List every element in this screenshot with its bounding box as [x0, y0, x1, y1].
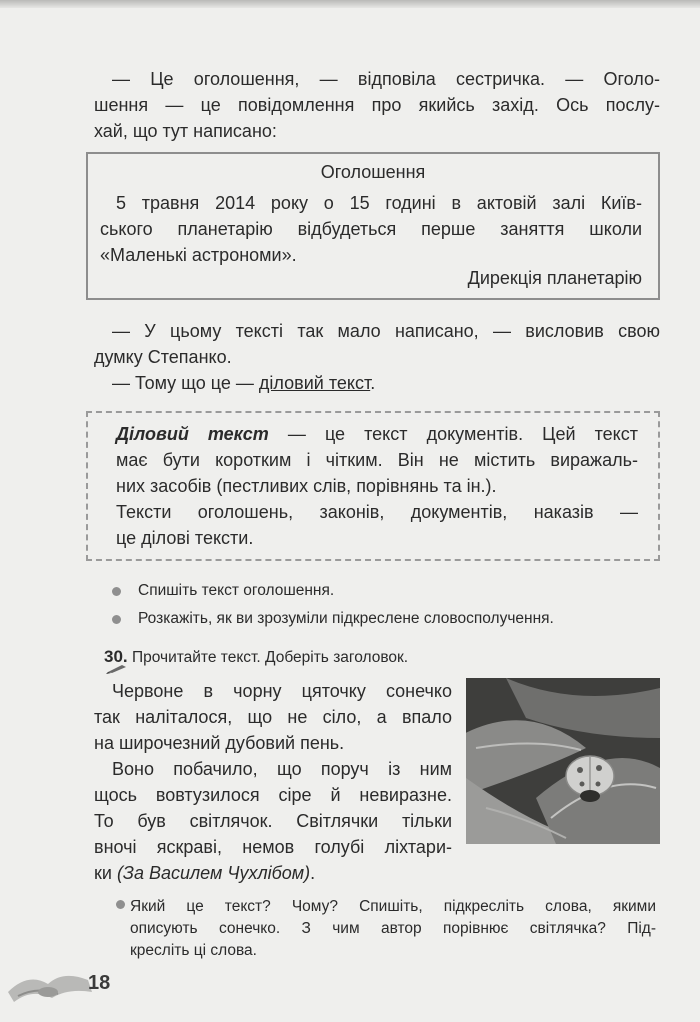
exercise-heading: [104, 646, 408, 669]
announcement-box: [86, 152, 660, 300]
dialogue-top-line: — Це оголошення, — відповіла сестричка. — Оголо-: [112, 69, 660, 89]
story-line: вночі яскраві, немов голубі ліхтари-: [94, 837, 452, 857]
definition-line: [116, 421, 638, 447]
story-paragraph-1: [94, 678, 452, 756]
bullet-dot-icon: [112, 587, 121, 596]
bullet-dot-icon: [116, 900, 125, 909]
story-line-text: ки: [94, 863, 117, 883]
question-block: [130, 896, 656, 962]
announcement-signature: Дирекція планетарію: [467, 268, 642, 288]
ladybug-leaf-image: [466, 678, 660, 844]
bullet-item: [112, 580, 334, 602]
story-line: так наліталося, що не сіло, а впало: [94, 707, 452, 727]
page-top-edge: [0, 0, 700, 8]
story-line: Червоне в чорну цяточку сонечко: [112, 681, 452, 701]
bullet-dot-icon: [112, 615, 121, 624]
announcement-line: ського планетарію відбудеться перше заняття школи: [100, 219, 642, 239]
ladybug-photo: [466, 678, 660, 844]
story-line: Воно побачило, що поруч із ним: [112, 759, 452, 779]
story-line: щось вовтузилося сіре й невиразне.: [94, 785, 452, 805]
dialogue-top-line: шення — це повідомлення про якийсь захід. Ось послу-: [94, 95, 660, 115]
definition-text: [116, 421, 638, 551]
corner-decoration-icon: [8, 962, 92, 1006]
definition-line: Тексти оголошень, законів, документів, наказів —: [116, 502, 638, 522]
definition-line: них засобів (пестливих слів, порівнянь та ін.).: [116, 476, 497, 496]
story-line: [94, 860, 452, 886]
dialogue-top: [94, 66, 660, 144]
exercise-instruction: Прочитайте текст. Доберіть заголовок.: [131, 649, 409, 666]
bullet-item: [112, 608, 554, 630]
exercise-number: 30.: [104, 647, 128, 666]
question-line: Який це текст? Чому? Спишіть, підкресліть слова, якими: [130, 898, 656, 915]
story-line: на широчезний дубовий пень.: [94, 733, 345, 753]
bullet-text: Спишіть текст оголошення.: [138, 582, 335, 599]
question-line: описують сонечко. З чим автор порівнює світлячка? Під-: [130, 920, 656, 937]
story-line: То був світлячок. Світлячки тільки: [94, 811, 452, 831]
dialogue-mid-line: — У цьому тексті так мало написано, — висловив свою: [112, 321, 660, 341]
story-line-end: .: [310, 863, 316, 883]
definition-term: Діловий текст: [116, 424, 269, 444]
dialogue-top-line: хай, що тут написано:: [94, 121, 277, 141]
question-line: кресліть ці слова.: [130, 942, 257, 959]
dialogue-mid-line: думку Степанко.: [94, 347, 232, 367]
definition-line-rest: — це текст документів. Цей текст: [268, 424, 638, 444]
page-number: 18: [88, 972, 111, 994]
story-author: (За Василем Чухлібом): [116, 863, 311, 883]
announcement-body: [100, 190, 642, 268]
dialogue-mid-suffix: .: [370, 373, 376, 393]
announcement-title: Оголошення: [320, 162, 426, 182]
story-paragraph-2: [94, 756, 452, 886]
announcement-line: «Маленькі астрономи».: [100, 245, 297, 265]
dialogue-mid-prefix: — Тому що це —: [112, 373, 259, 393]
announcement-line: 5 травня 2014 року о 15 годині в актовій залі Київ-: [116, 193, 642, 213]
dialogue-mid: [94, 318, 660, 396]
definition-line: це ділові тексти.: [116, 528, 254, 548]
pencil-icon: [106, 662, 128, 674]
definition-box: [86, 411, 660, 561]
definition-line: має бути коротким і чітким. Він не містить виражаль-: [116, 450, 638, 470]
dialogue-mid-line: [112, 370, 660, 396]
underlined-phrase: діловий текст: [258, 373, 371, 393]
bullet-text: Розкажіть, як ви зрозуміли підкреслене словосполучення.: [138, 610, 554, 627]
